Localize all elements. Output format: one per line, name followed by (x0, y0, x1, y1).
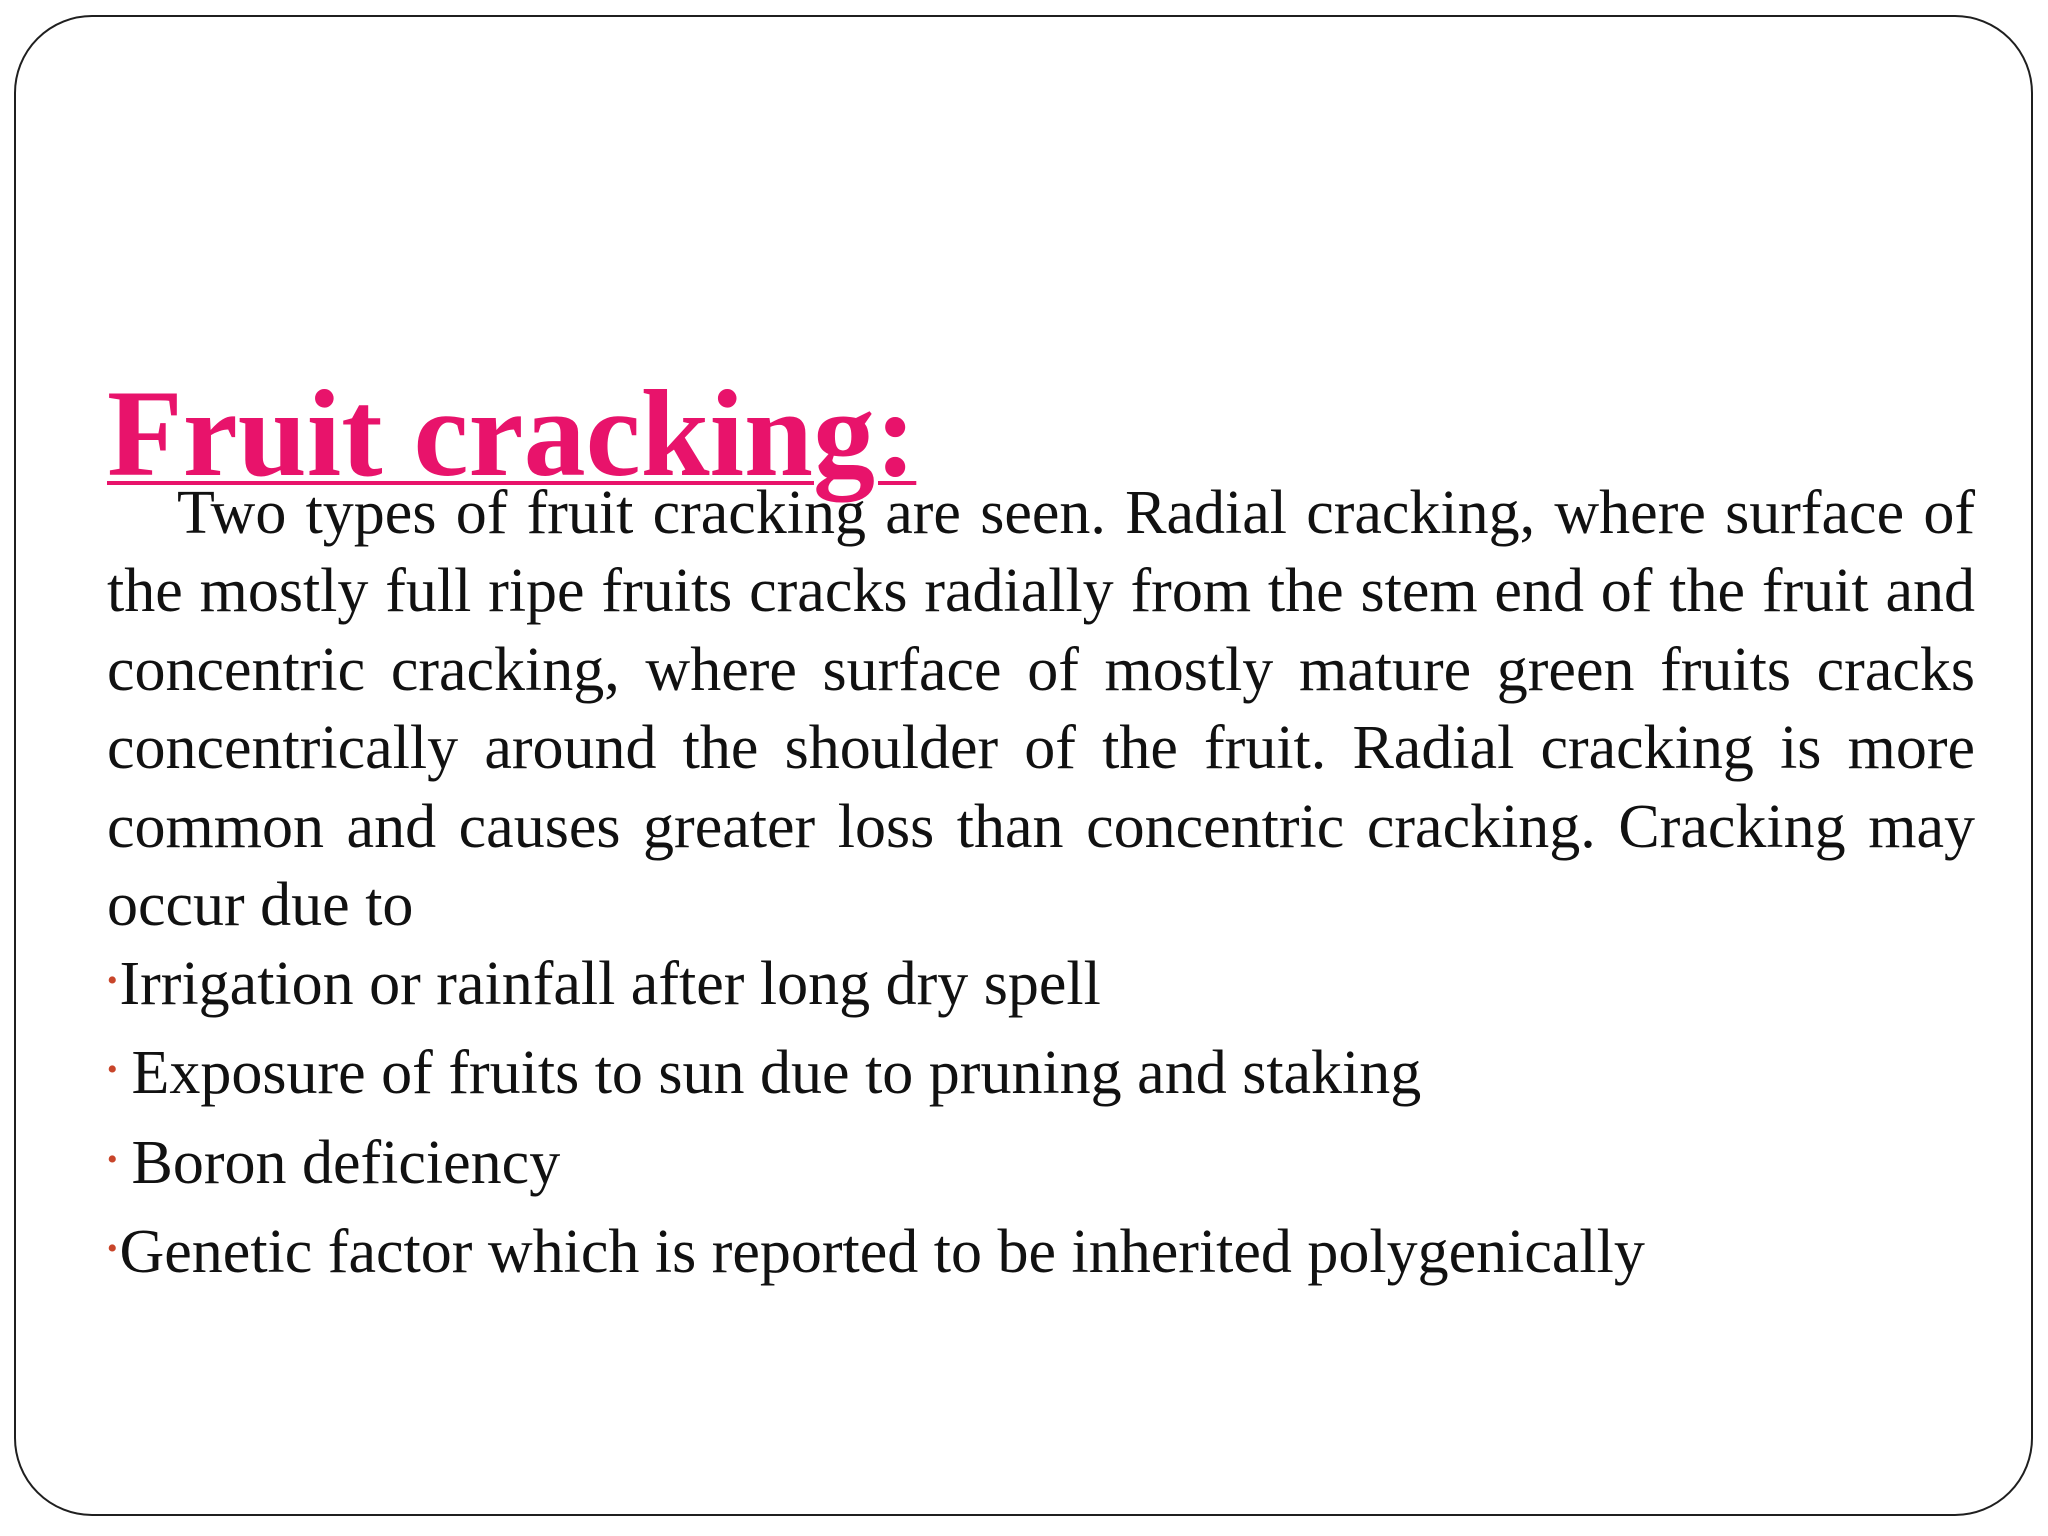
cause-item-irrigation (107, 945, 1975, 1035)
slide-paragraph: Two types of fruit cracking are seen. Radial cracking, where surface of the mostly full ripe fruits cracks radially from the stem end of the fruit and concentric cracking, where surface of mostly mature green fruits cracks concentrically around the shoulder of the fruit. Radial cracking is more common and causes greater loss than concentric cracking. Cracking may occur due to (107, 478, 1975, 939)
cause-text: Boron deficiency (131, 1128, 561, 1197)
slide-content (107, 365, 1975, 1303)
slide-heading: Fruit cracking: (107, 365, 917, 502)
cause-list (107, 945, 1975, 1303)
cause-text: Genetic factor which is reported to be inherited polygenically (119, 1218, 1645, 1286)
cause-item-exposure (107, 1034, 1975, 1124)
cause-item-boron (107, 1124, 1975, 1214)
bullet-icon: • (107, 1142, 118, 1176)
cause-item-genetic (107, 1213, 1975, 1303)
cause-text: Irrigation or rainfall after long dry spell (119, 949, 1101, 1018)
cause-text: Exposure of fruits to sun due to pruning and staking (131, 1039, 1422, 1107)
bullet-icon: • (107, 1232, 118, 1265)
bullet-icon: • (107, 963, 118, 997)
bullet-icon: • (107, 1053, 118, 1086)
